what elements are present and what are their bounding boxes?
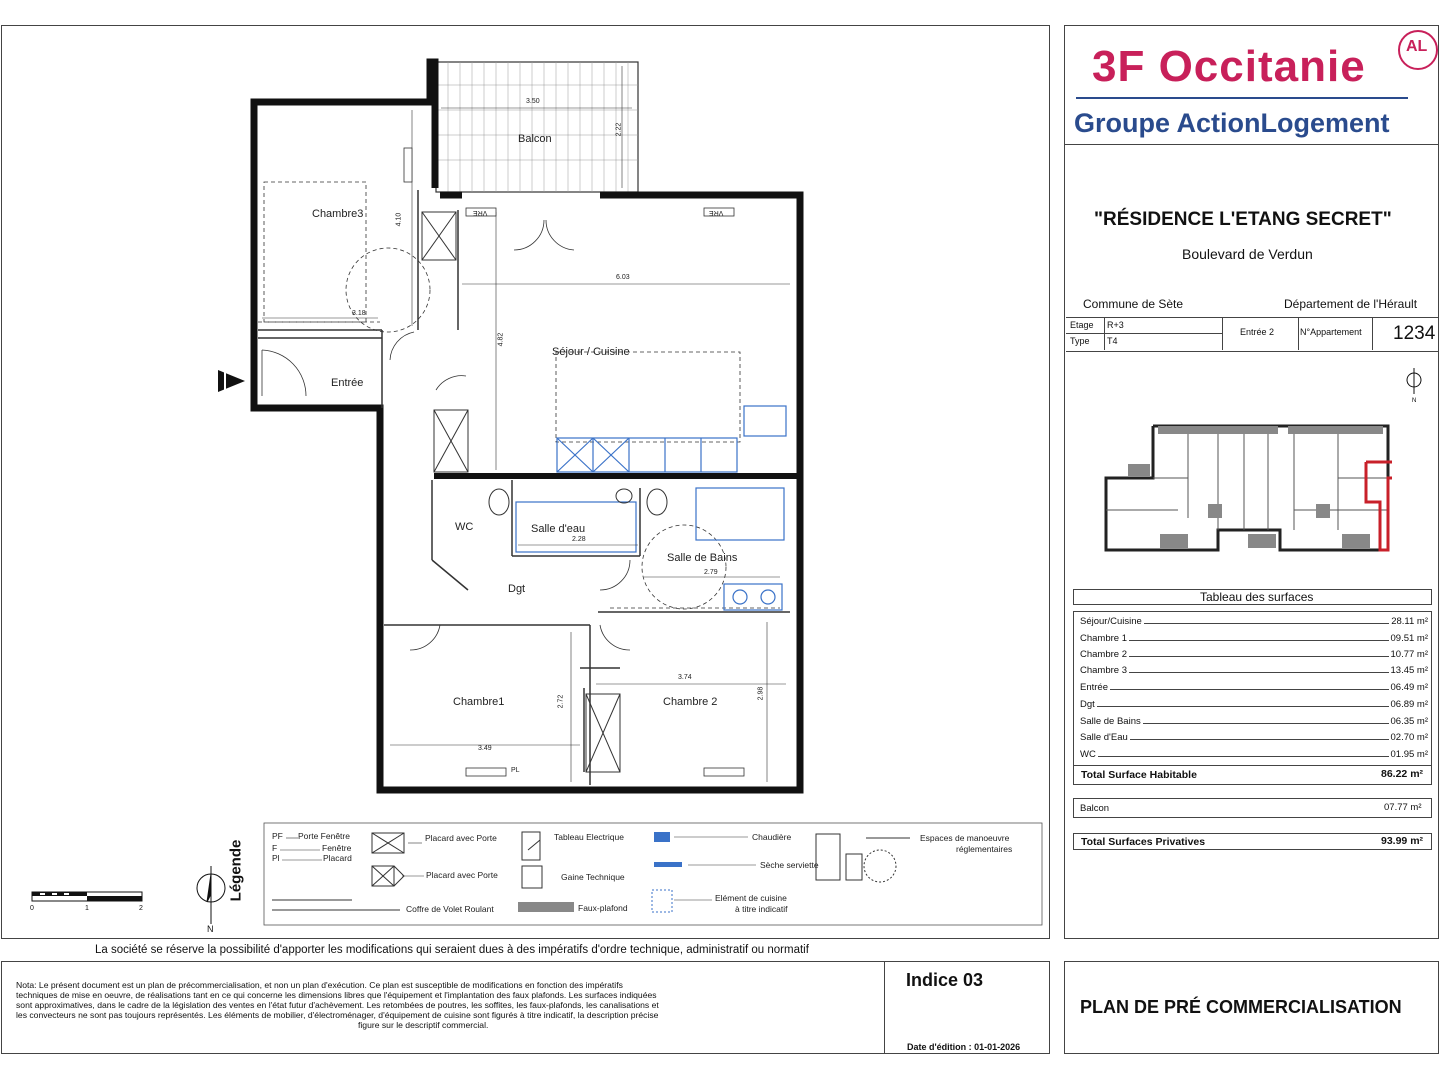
north-label: N: [207, 924, 214, 934]
note-line-5: figure sur le descriptif commercial.: [358, 1020, 489, 1030]
surface-row: Salle d'Eau 02.70 m²: [1080, 732, 1428, 743]
room-sejour: Séjour / Cuisine: [552, 346, 630, 358]
dim-ch1-w: 3.49: [478, 745, 492, 752]
legend-f-code: F: [272, 843, 278, 853]
info-table-line: [1372, 317, 1373, 350]
legend-title: Légende: [227, 839, 245, 902]
balcon-area: [436, 62, 638, 192]
legend-faux-plafond: Faux-plafond: [578, 903, 628, 913]
surface-row: Dgt 06.89 m²: [1080, 699, 1428, 710]
appt-label: N°Appartement: [1300, 327, 1362, 337]
entree-value: Entrée 2: [1240, 327, 1275, 337]
dim-ch3-h: 4.10: [395, 212, 403, 227]
surface-row: Chambre 2 10.77 m²: [1080, 649, 1428, 660]
appt-value: 1234: [1393, 323, 1436, 344]
total-value: 86.22 m²: [1381, 768, 1424, 780]
info-table-line: [1222, 317, 1223, 350]
privatives-label: Total Surfaces Privatives: [1081, 836, 1206, 848]
surface-row: WC 01.95 m²: [1080, 749, 1428, 760]
note-divider: [884, 961, 885, 1054]
balcon-value: 07.77 m²: [1384, 802, 1422, 813]
legend-pf-code: PF: [272, 831, 283, 841]
brand-logo: 3F Occitanie: [1092, 42, 1366, 91]
privatives-value: 93.99 m²: [1381, 835, 1424, 847]
svg-text:N: N: [1412, 398, 1417, 404]
north-symbol: [197, 866, 225, 924]
indice: Indice 03: [906, 970, 984, 990]
legend-espaces-1: Espaces de manoeuvre: [920, 833, 1010, 843]
legend-coffre: Coffre de Volet Roulant: [406, 904, 494, 914]
dim-ch2-h: 2.98: [757, 686, 765, 701]
legend-element-1: Elément de cuisine: [715, 893, 787, 903]
legend-espaces-2: réglementaires: [956, 844, 1013, 854]
room-entree: Entrée: [331, 377, 364, 389]
total-label: Total Surface Habitable: [1081, 769, 1197, 781]
panel-divider: [1064, 144, 1439, 145]
etage-value: R+3: [1107, 320, 1124, 330]
legend-placard-porte-2: Placard avec Porte: [426, 870, 498, 880]
scale-tick-2: 2: [139, 905, 143, 912]
balcon-box: [1073, 798, 1432, 818]
dim-se-w: 2.28: [572, 536, 586, 543]
legend-pl-code: Pl: [272, 853, 280, 863]
room-dgt: Dgt: [508, 583, 526, 595]
dim-balcon-h: 2.22: [615, 122, 623, 137]
legend-f-label: Fenêtre: [322, 843, 352, 853]
note-line-1: Nota: Le présent document est un plan de précommercialisation, et non un plan d'exécution. Ce plan est susceptible de modifications en fonction des impératifs: [16, 980, 623, 990]
info-table-line: [1066, 333, 1222, 334]
surface-row: Salle de Bains 06.35 m²: [1080, 716, 1428, 727]
compass-icon: [1402, 364, 1426, 404]
room-chambre3: Chambre3: [312, 208, 364, 220]
dim-ch3-w: 3.18: [352, 310, 366, 317]
surface-row: Séjour/Cuisine 28.11 m²: [1080, 616, 1428, 627]
room-chambre2: Chambre 2: [663, 696, 718, 708]
type-label: Type: [1070, 336, 1090, 346]
plan-type: PLAN DE PRÉ COMMERCIALISATION: [1080, 997, 1402, 1017]
etage-label: Etage: [1070, 320, 1094, 330]
total-divider: [1073, 765, 1432, 766]
brand-underline: [1076, 97, 1408, 99]
marker-pl: PL: [511, 767, 520, 774]
surface-row: Chambre 3 13.45 m²: [1080, 665, 1428, 676]
brand-badge-text: AL: [1406, 38, 1428, 55]
room-balcon: Balcon: [518, 133, 552, 145]
legend-seche: Sèche serviette: [760, 860, 819, 870]
legend-gaine: Gaine Technique: [561, 872, 625, 882]
brand-group: Groupe ActionLogement: [1074, 108, 1390, 138]
note-line-2: techniques de mise en oeuvre, de réalisations tant en ce qui concerne les dimensions libres que l'équipement et l'implantation des faux plafonds. Les surfaces indiquées: [16, 990, 657, 1000]
dim-balcon-w: 3.50: [526, 98, 540, 105]
entry-arrow: [218, 370, 245, 392]
scale-tick-0: 0: [30, 905, 34, 912]
surfaces-title: Tableau des surfaces: [1200, 590, 1314, 604]
dim-ch2-w: 3.74: [678, 674, 692, 681]
scale-tick-1: 1: [85, 905, 89, 912]
dim-sejour-w: 6.03: [616, 274, 630, 281]
residence-commune: Commune de Sète: [1083, 297, 1184, 311]
room-chambre1: Chambre1: [453, 696, 505, 708]
legend-placard-porte: Placard avec Porte: [425, 833, 497, 843]
info-table-line: [1298, 317, 1299, 350]
type-value: T4: [1107, 336, 1118, 346]
balcon-label: Balcon: [1080, 803, 1110, 814]
footer-disclaimer: La société se réserve la possibilité d'apporter les modifications qui seraient dues à des impératifs d'ordre technique, administratif ou normatif: [95, 944, 809, 956]
edition-date: Date d'édition : 01-01-2026: [907, 1042, 1021, 1052]
residence-departement: Département de l'Hérault: [1284, 297, 1418, 311]
legend-element-2: à titre indicatif: [735, 904, 788, 914]
room-wc: WC: [455, 521, 474, 533]
scale-bar: [32, 892, 142, 901]
marker-vre-1: VRE: [473, 209, 488, 216]
marker-vre-2: VRE: [709, 209, 724, 216]
room-salle-eau: Salle d'eau: [531, 523, 586, 535]
dim-sejour-h: 4.82: [497, 332, 505, 347]
legend-chaudiere: Chaudière: [752, 832, 792, 842]
note-line-4: les convecteurs ne sont pas toujours représentés. Les éléments de mobilier, d'électroménager, d'équipement de cuisine sont figurés à titre indicatif, la description précise: [16, 1010, 659, 1020]
residence-address: Boulevard de Verdun: [1182, 246, 1313, 262]
dim-ch1-h: 2.72: [557, 694, 565, 709]
room-salle-bains: Salle de Bains: [667, 552, 738, 564]
legend-pl-label: Placard: [323, 853, 352, 863]
dim-sdb-w: 2.79: [704, 569, 718, 576]
surface-row: Entrée 06.49 m²: [1080, 682, 1428, 693]
surface-row: Chambre 1 09.51 m²: [1080, 633, 1428, 644]
residence-name: "RÉSIDENCE L'ETANG SECRET": [1094, 209, 1392, 230]
note-line-3: sont approximatives, dans le cadre de la législation des ventes en l'état futur d'achèvement. Les retombées de poutres, les soffites, les faux-plafonds, les canalisations et: [16, 1000, 659, 1010]
legend-tableau: Tableau Electrique: [554, 832, 624, 842]
legend-pf-label: Porte Fenêtre: [298, 831, 350, 841]
building-key-plan: [1098, 418, 1392, 554]
